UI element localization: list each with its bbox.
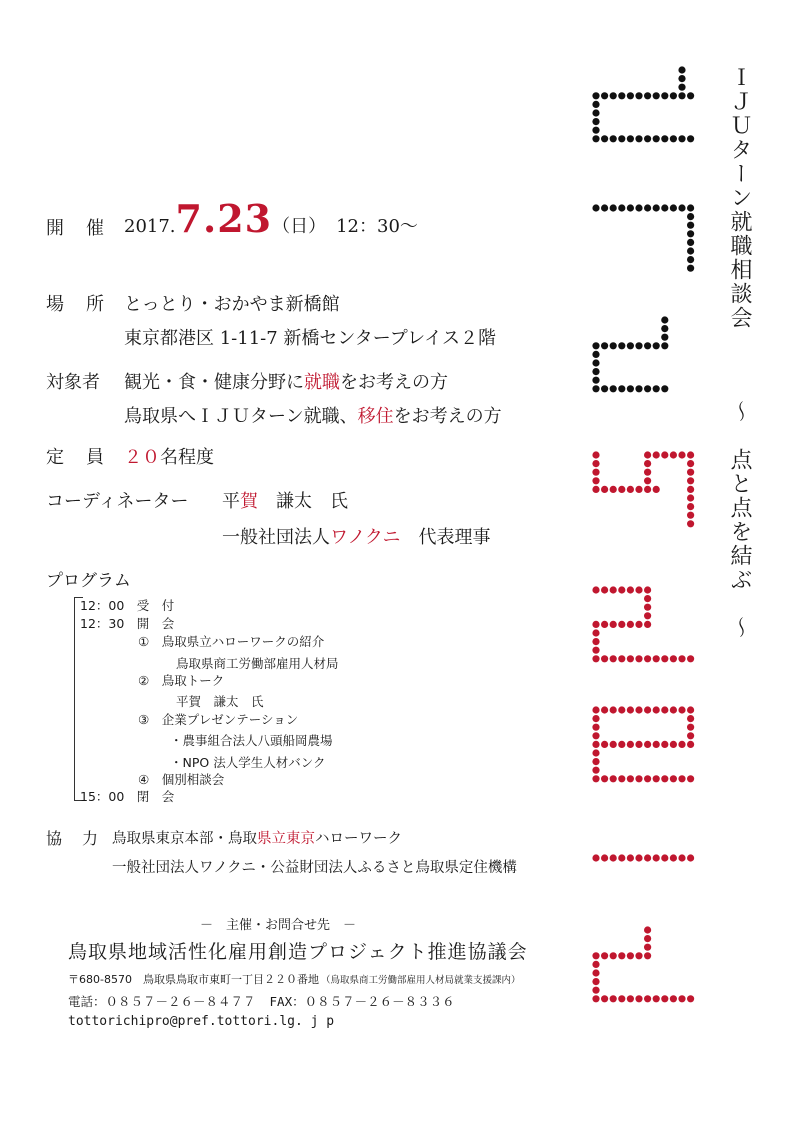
logo-dot bbox=[618, 706, 625, 713]
logo-dot bbox=[610, 342, 617, 349]
logo-dot bbox=[592, 749, 599, 756]
logo-dot bbox=[687, 520, 694, 527]
logo-dot bbox=[687, 494, 694, 501]
logo-dot bbox=[661, 342, 668, 349]
logo-dot bbox=[653, 204, 660, 211]
event-time: 12：30～ bbox=[336, 216, 418, 237]
cooperation-line1 bbox=[112, 827, 402, 848]
coordinator-name bbox=[222, 487, 348, 513]
logo-dot bbox=[610, 385, 617, 392]
logo-dot bbox=[687, 204, 694, 211]
vertical-title: ＩＪＵターン就職相談会 bbox=[727, 66, 752, 330]
program-line: ③ 企業プレゼンテーション bbox=[138, 712, 299, 727]
logo-dot bbox=[592, 368, 599, 375]
target-line1-c: をお考えの方 bbox=[340, 372, 448, 393]
logo-dot bbox=[635, 385, 642, 392]
logo-dot bbox=[653, 486, 660, 493]
logo-dot bbox=[592, 995, 599, 1002]
logo-dot bbox=[661, 92, 668, 99]
logo-dot bbox=[678, 66, 685, 73]
logo-dot bbox=[618, 952, 625, 959]
logo-dot bbox=[661, 325, 668, 332]
logo-dot bbox=[644, 935, 651, 942]
program-line: ・農事組合法人八頭船岡農場 bbox=[170, 733, 333, 748]
logo-dot bbox=[627, 135, 634, 142]
logo-dot bbox=[644, 706, 651, 713]
logo-dot bbox=[601, 135, 608, 142]
logo-dot bbox=[678, 741, 685, 748]
contact-address bbox=[68, 971, 520, 987]
logo-dot bbox=[635, 854, 642, 861]
logo-dot bbox=[592, 586, 599, 593]
logo-dot bbox=[627, 706, 634, 713]
logo-dot bbox=[678, 84, 685, 91]
logo-dot bbox=[610, 92, 617, 99]
logo-dot bbox=[592, 469, 599, 476]
logo-dot bbox=[644, 385, 651, 392]
contact-fax: FAX：０８５７－２６－８３３６ bbox=[269, 994, 455, 1009]
contact-email: tottorichipro@pref.tottori.lg. j p bbox=[68, 1014, 335, 1029]
target-line1-a: 観光・食・健康分野に bbox=[124, 372, 304, 393]
logo-dot bbox=[661, 135, 668, 142]
logo-dot bbox=[610, 204, 617, 211]
logo-dot bbox=[592, 92, 599, 99]
logo-dot bbox=[644, 741, 651, 748]
contact-address-note: （鳥取県商工労働部雇用人材局就業支援課内） bbox=[320, 975, 521, 986]
logo-dot bbox=[653, 854, 660, 861]
logo-dot bbox=[687, 477, 694, 484]
logo-dot bbox=[627, 586, 634, 593]
logo-dot bbox=[687, 469, 694, 476]
coordinator-name-a: 平 bbox=[222, 491, 240, 512]
program-line: 12：00 受 付 bbox=[80, 598, 175, 613]
logo-dot bbox=[661, 995, 668, 1002]
logo-dot bbox=[601, 586, 608, 593]
contact-tel: 電話：０８５７－２６－８４７７ bbox=[68, 994, 256, 1009]
logo-dot bbox=[678, 655, 685, 662]
logo-dot bbox=[635, 204, 642, 211]
logo-dot bbox=[618, 92, 625, 99]
logo-dot bbox=[678, 706, 685, 713]
program-line: ② 鳥取トーク bbox=[138, 673, 225, 688]
logo-dot bbox=[687, 230, 694, 237]
logo-dot bbox=[610, 621, 617, 628]
logo-dot bbox=[601, 486, 608, 493]
logo-dot bbox=[678, 92, 685, 99]
logo-dot bbox=[610, 741, 617, 748]
program-line: ④ 個別相談会 bbox=[138, 772, 225, 787]
logo-dot bbox=[687, 724, 694, 731]
logo-dot bbox=[644, 469, 651, 476]
logo-dot bbox=[592, 109, 599, 116]
coordinator-org-b: ワノクニ bbox=[330, 527, 401, 548]
logo-dot bbox=[592, 758, 599, 765]
logo-dot bbox=[592, 477, 599, 484]
logo-dot bbox=[687, 135, 694, 142]
logo-dot bbox=[661, 204, 668, 211]
event-date bbox=[124, 196, 418, 241]
program-line: ① 鳥取県立ハローワークの紹介 bbox=[138, 634, 325, 649]
event-day: 7.23 bbox=[175, 196, 273, 241]
capacity-value bbox=[124, 443, 214, 469]
logo-dot bbox=[627, 995, 634, 1002]
logo-dot bbox=[610, 655, 617, 662]
capacity-number: ２０ bbox=[124, 447, 160, 468]
logo-dot bbox=[592, 775, 599, 782]
contact-phone-fax bbox=[68, 992, 455, 1010]
logo-dot bbox=[610, 586, 617, 593]
logo-dot bbox=[592, 385, 599, 392]
coordinator-org-a: 一般社団法人 bbox=[222, 527, 330, 548]
logo-dot bbox=[644, 775, 651, 782]
logo-dot bbox=[644, 204, 651, 211]
logo-dot bbox=[592, 969, 599, 976]
logo-dot bbox=[627, 385, 634, 392]
logo-dot bbox=[687, 503, 694, 510]
logo-dot bbox=[592, 621, 599, 628]
cooperation-label: 協 力 bbox=[46, 829, 101, 848]
logo-dot bbox=[592, 732, 599, 739]
logo-dot bbox=[592, 854, 599, 861]
logo-dot bbox=[644, 477, 651, 484]
dot-logo-black-part bbox=[592, 66, 694, 392]
logo-dot bbox=[635, 995, 642, 1002]
logo-dot bbox=[635, 342, 642, 349]
logo-dot bbox=[635, 952, 642, 959]
program-title: プログラム bbox=[46, 571, 131, 591]
logo-dot bbox=[627, 775, 634, 782]
logo-dot bbox=[618, 342, 625, 349]
logo-dot bbox=[635, 621, 642, 628]
logo-dot bbox=[687, 460, 694, 467]
target-line2-a: 鳥取県へＩＪＵターン就職、 bbox=[124, 406, 358, 427]
program-line: 15：00 閉 会 bbox=[80, 789, 175, 804]
logo-dot bbox=[678, 854, 685, 861]
logo-dot bbox=[618, 586, 625, 593]
cooperation-line1-c: ハローワーク bbox=[315, 831, 402, 847]
logo-dot bbox=[610, 775, 617, 782]
logo-dot bbox=[601, 385, 608, 392]
logo-dot bbox=[627, 204, 634, 211]
logo-dot bbox=[670, 775, 677, 782]
logo-dot bbox=[687, 715, 694, 722]
logo-dot bbox=[661, 316, 668, 323]
logo-dot bbox=[644, 952, 651, 959]
place-name: とっとり・おかやま新橋館 bbox=[124, 294, 340, 315]
logo-dot bbox=[627, 486, 634, 493]
logo-dot bbox=[644, 586, 651, 593]
logo-dot bbox=[687, 854, 694, 861]
logo-dot bbox=[592, 655, 599, 662]
logo-dot bbox=[627, 952, 634, 959]
logo-dot bbox=[635, 741, 642, 748]
dot-matrix-logo bbox=[580, 60, 700, 1040]
logo-dot bbox=[687, 451, 694, 458]
logo-dot bbox=[670, 92, 677, 99]
logo-dot bbox=[687, 732, 694, 739]
coordinator-org bbox=[222, 523, 491, 549]
logo-dot bbox=[687, 247, 694, 254]
logo-dot bbox=[661, 655, 668, 662]
logo-dot bbox=[644, 604, 651, 611]
logo-dot bbox=[601, 92, 608, 99]
logo-dot bbox=[610, 995, 617, 1002]
logo-dot bbox=[627, 854, 634, 861]
logo-dot bbox=[644, 135, 651, 142]
logo-dot bbox=[670, 995, 677, 1002]
logo-dot bbox=[687, 995, 694, 1002]
logo-dot bbox=[644, 854, 651, 861]
logo-dot bbox=[653, 135, 660, 142]
logo-dot bbox=[592, 204, 599, 211]
logo-dot bbox=[678, 451, 685, 458]
logo-dot bbox=[661, 385, 668, 392]
program-line: 平賀 謙太 氏 bbox=[176, 694, 264, 709]
logo-dot bbox=[687, 775, 694, 782]
coordinator-label: コーディネーター bbox=[46, 491, 189, 512]
logo-dot bbox=[627, 655, 634, 662]
logo-dot bbox=[678, 775, 685, 782]
logo-dot bbox=[592, 647, 599, 654]
logo-dot bbox=[592, 342, 599, 349]
logo-dot bbox=[644, 995, 651, 1002]
date-label: 開 催 bbox=[46, 218, 106, 239]
logo-dot bbox=[670, 451, 677, 458]
logo-dot bbox=[653, 342, 660, 349]
logo-dot bbox=[635, 92, 642, 99]
logo-dot bbox=[592, 987, 599, 994]
logo-dot bbox=[661, 451, 668, 458]
logo-dot bbox=[592, 101, 599, 108]
logo-dot bbox=[687, 92, 694, 99]
cooperation-line1-b: 県立東京 bbox=[257, 831, 315, 847]
logo-dot bbox=[644, 926, 651, 933]
logo-dot bbox=[635, 486, 642, 493]
logo-dot bbox=[653, 775, 660, 782]
coordinator-name-c: 謙太 氏 bbox=[258, 491, 348, 512]
logo-dot bbox=[687, 222, 694, 229]
logo-dot bbox=[601, 952, 608, 959]
contact-header: － 主催・お問合せ先 － bbox=[200, 918, 357, 933]
logo-dot bbox=[661, 706, 668, 713]
logo-dot bbox=[661, 334, 668, 341]
logo-dot bbox=[653, 706, 660, 713]
logo-dot bbox=[670, 854, 677, 861]
logo-dot bbox=[618, 135, 625, 142]
logo-dot bbox=[592, 741, 599, 748]
logo-dot bbox=[601, 655, 608, 662]
logo-dot bbox=[592, 638, 599, 645]
logo-dot bbox=[601, 995, 608, 1002]
cooperation-line2: 一般社団法人ワノクニ・公益財団法人ふるさと鳥取県定住機構 bbox=[112, 860, 517, 876]
logo-dot bbox=[618, 385, 625, 392]
logo-dot bbox=[592, 377, 599, 384]
logo-dot bbox=[627, 92, 634, 99]
logo-dot bbox=[618, 995, 625, 1002]
logo-dot bbox=[670, 204, 677, 211]
logo-dot bbox=[635, 775, 642, 782]
logo-dot bbox=[635, 706, 642, 713]
logo-dot bbox=[592, 706, 599, 713]
logo-dot bbox=[601, 706, 608, 713]
vertical-subtitle bbox=[728, 400, 750, 640]
logo-dot bbox=[670, 706, 677, 713]
logo-dot bbox=[601, 741, 608, 748]
logo-dot bbox=[592, 961, 599, 968]
logo-dot bbox=[670, 135, 677, 142]
vertical-subtitle-text: ～ 点と点を結ぶ bbox=[727, 400, 752, 616]
logo-dot bbox=[610, 952, 617, 959]
logo-dot bbox=[653, 655, 660, 662]
program-line: 鳥取県商工労働部雇用人材局 bbox=[176, 656, 339, 671]
logo-dot bbox=[592, 767, 599, 774]
logo-dot bbox=[627, 342, 634, 349]
logo-dot bbox=[601, 342, 608, 349]
logo-dot bbox=[687, 512, 694, 519]
target-label: 対象者 bbox=[46, 372, 100, 393]
logo-dot bbox=[592, 715, 599, 722]
logo-dot bbox=[644, 342, 651, 349]
logo-dot bbox=[627, 741, 634, 748]
logo-dot bbox=[653, 995, 660, 1002]
logo-dot bbox=[661, 775, 668, 782]
logo-dot bbox=[687, 486, 694, 493]
logo-dot bbox=[653, 92, 660, 99]
logo-dot bbox=[592, 451, 599, 458]
logo-dot bbox=[687, 741, 694, 748]
target-line2-c: をお考えの方 bbox=[393, 406, 502, 427]
capacity-label: 定 員 bbox=[46, 447, 106, 468]
logo-dot bbox=[592, 351, 599, 358]
logo-dot bbox=[592, 978, 599, 985]
target-line1 bbox=[124, 368, 448, 394]
logo-dot bbox=[687, 706, 694, 713]
logo-dot bbox=[601, 775, 608, 782]
logo-dot bbox=[610, 135, 617, 142]
logo-dot bbox=[618, 775, 625, 782]
program-line: 12：30 開 会 bbox=[80, 616, 175, 631]
logo-dot bbox=[610, 854, 617, 861]
coordinator-org-c: 代表理事 bbox=[400, 527, 491, 548]
target-line2 bbox=[124, 402, 502, 428]
logo-dot bbox=[678, 204, 685, 211]
logo-dot bbox=[592, 724, 599, 731]
target-line1-b: 就職 bbox=[304, 372, 340, 393]
logo-dot bbox=[635, 586, 642, 593]
logo-dot bbox=[618, 854, 625, 861]
logo-dot bbox=[592, 629, 599, 636]
logo-dot bbox=[670, 655, 677, 662]
contact-org: 鳥取県地域活性化雇用創造プロジェクト推進協議会 bbox=[68, 941, 528, 963]
logo-dot bbox=[687, 655, 694, 662]
logo-dot bbox=[592, 952, 599, 959]
logo-dot bbox=[644, 612, 651, 619]
logo-dot bbox=[610, 706, 617, 713]
logo-dot bbox=[618, 621, 625, 628]
logo-dot bbox=[592, 127, 599, 134]
cooperation-line1-a: 鳥取県東京本部・鳥取 bbox=[112, 831, 257, 847]
logo-dot bbox=[618, 741, 625, 748]
logo-dot bbox=[618, 655, 625, 662]
logo-dot bbox=[644, 595, 651, 602]
logo-dot bbox=[601, 854, 608, 861]
place-label: 場 所 bbox=[46, 294, 106, 315]
logo-dot bbox=[635, 655, 642, 662]
capacity-unit: 名程度 bbox=[160, 447, 214, 468]
logo-dot bbox=[661, 854, 668, 861]
logo-dot bbox=[687, 239, 694, 246]
dot-logo-red-part bbox=[592, 451, 694, 1002]
logo-dot bbox=[687, 256, 694, 263]
logo-dot bbox=[644, 451, 651, 458]
logo-dot bbox=[610, 486, 617, 493]
logo-dot bbox=[592, 486, 599, 493]
logo-dot bbox=[644, 486, 651, 493]
logo-dot bbox=[601, 621, 608, 628]
logo-dot bbox=[644, 92, 651, 99]
logo-dot bbox=[678, 75, 685, 82]
logo-dot bbox=[592, 135, 599, 142]
logo-dot bbox=[653, 741, 660, 748]
target-line2-b: 移住 bbox=[357, 406, 394, 427]
logo-dot bbox=[653, 385, 660, 392]
logo-dot bbox=[644, 655, 651, 662]
logo-dot bbox=[592, 359, 599, 366]
logo-dot bbox=[678, 995, 685, 1002]
logo-dot bbox=[618, 204, 625, 211]
coordinator-name-b: 賀 bbox=[240, 491, 258, 512]
logo-dot bbox=[670, 741, 677, 748]
logo-dot bbox=[661, 741, 668, 748]
logo-dot bbox=[644, 944, 651, 951]
vertical-subtitle-tilde: ～ bbox=[727, 616, 752, 640]
logo-dot bbox=[601, 204, 608, 211]
logo-dot bbox=[627, 621, 634, 628]
program-line: ・NPO 法人学生人材バンク bbox=[170, 755, 326, 770]
event-year: 2017. bbox=[124, 216, 176, 237]
logo-dot bbox=[678, 135, 685, 142]
place-address: 東京都港区 1-11-7 新橋センタープレイス２階 bbox=[124, 328, 496, 349]
logo-dot bbox=[592, 460, 599, 467]
logo-dot bbox=[687, 213, 694, 220]
logo-dot bbox=[644, 460, 651, 467]
logo-dot bbox=[687, 265, 694, 272]
logo-dot bbox=[653, 451, 660, 458]
contact-address-main: 〒680-8570 鳥取県鳥取市東町一丁目２２０番地 bbox=[68, 973, 319, 986]
logo-dot bbox=[618, 486, 625, 493]
logo-dot bbox=[644, 621, 651, 628]
event-weekday: （日） bbox=[272, 216, 327, 237]
logo-dot bbox=[635, 135, 642, 142]
logo-dot bbox=[592, 118, 599, 125]
